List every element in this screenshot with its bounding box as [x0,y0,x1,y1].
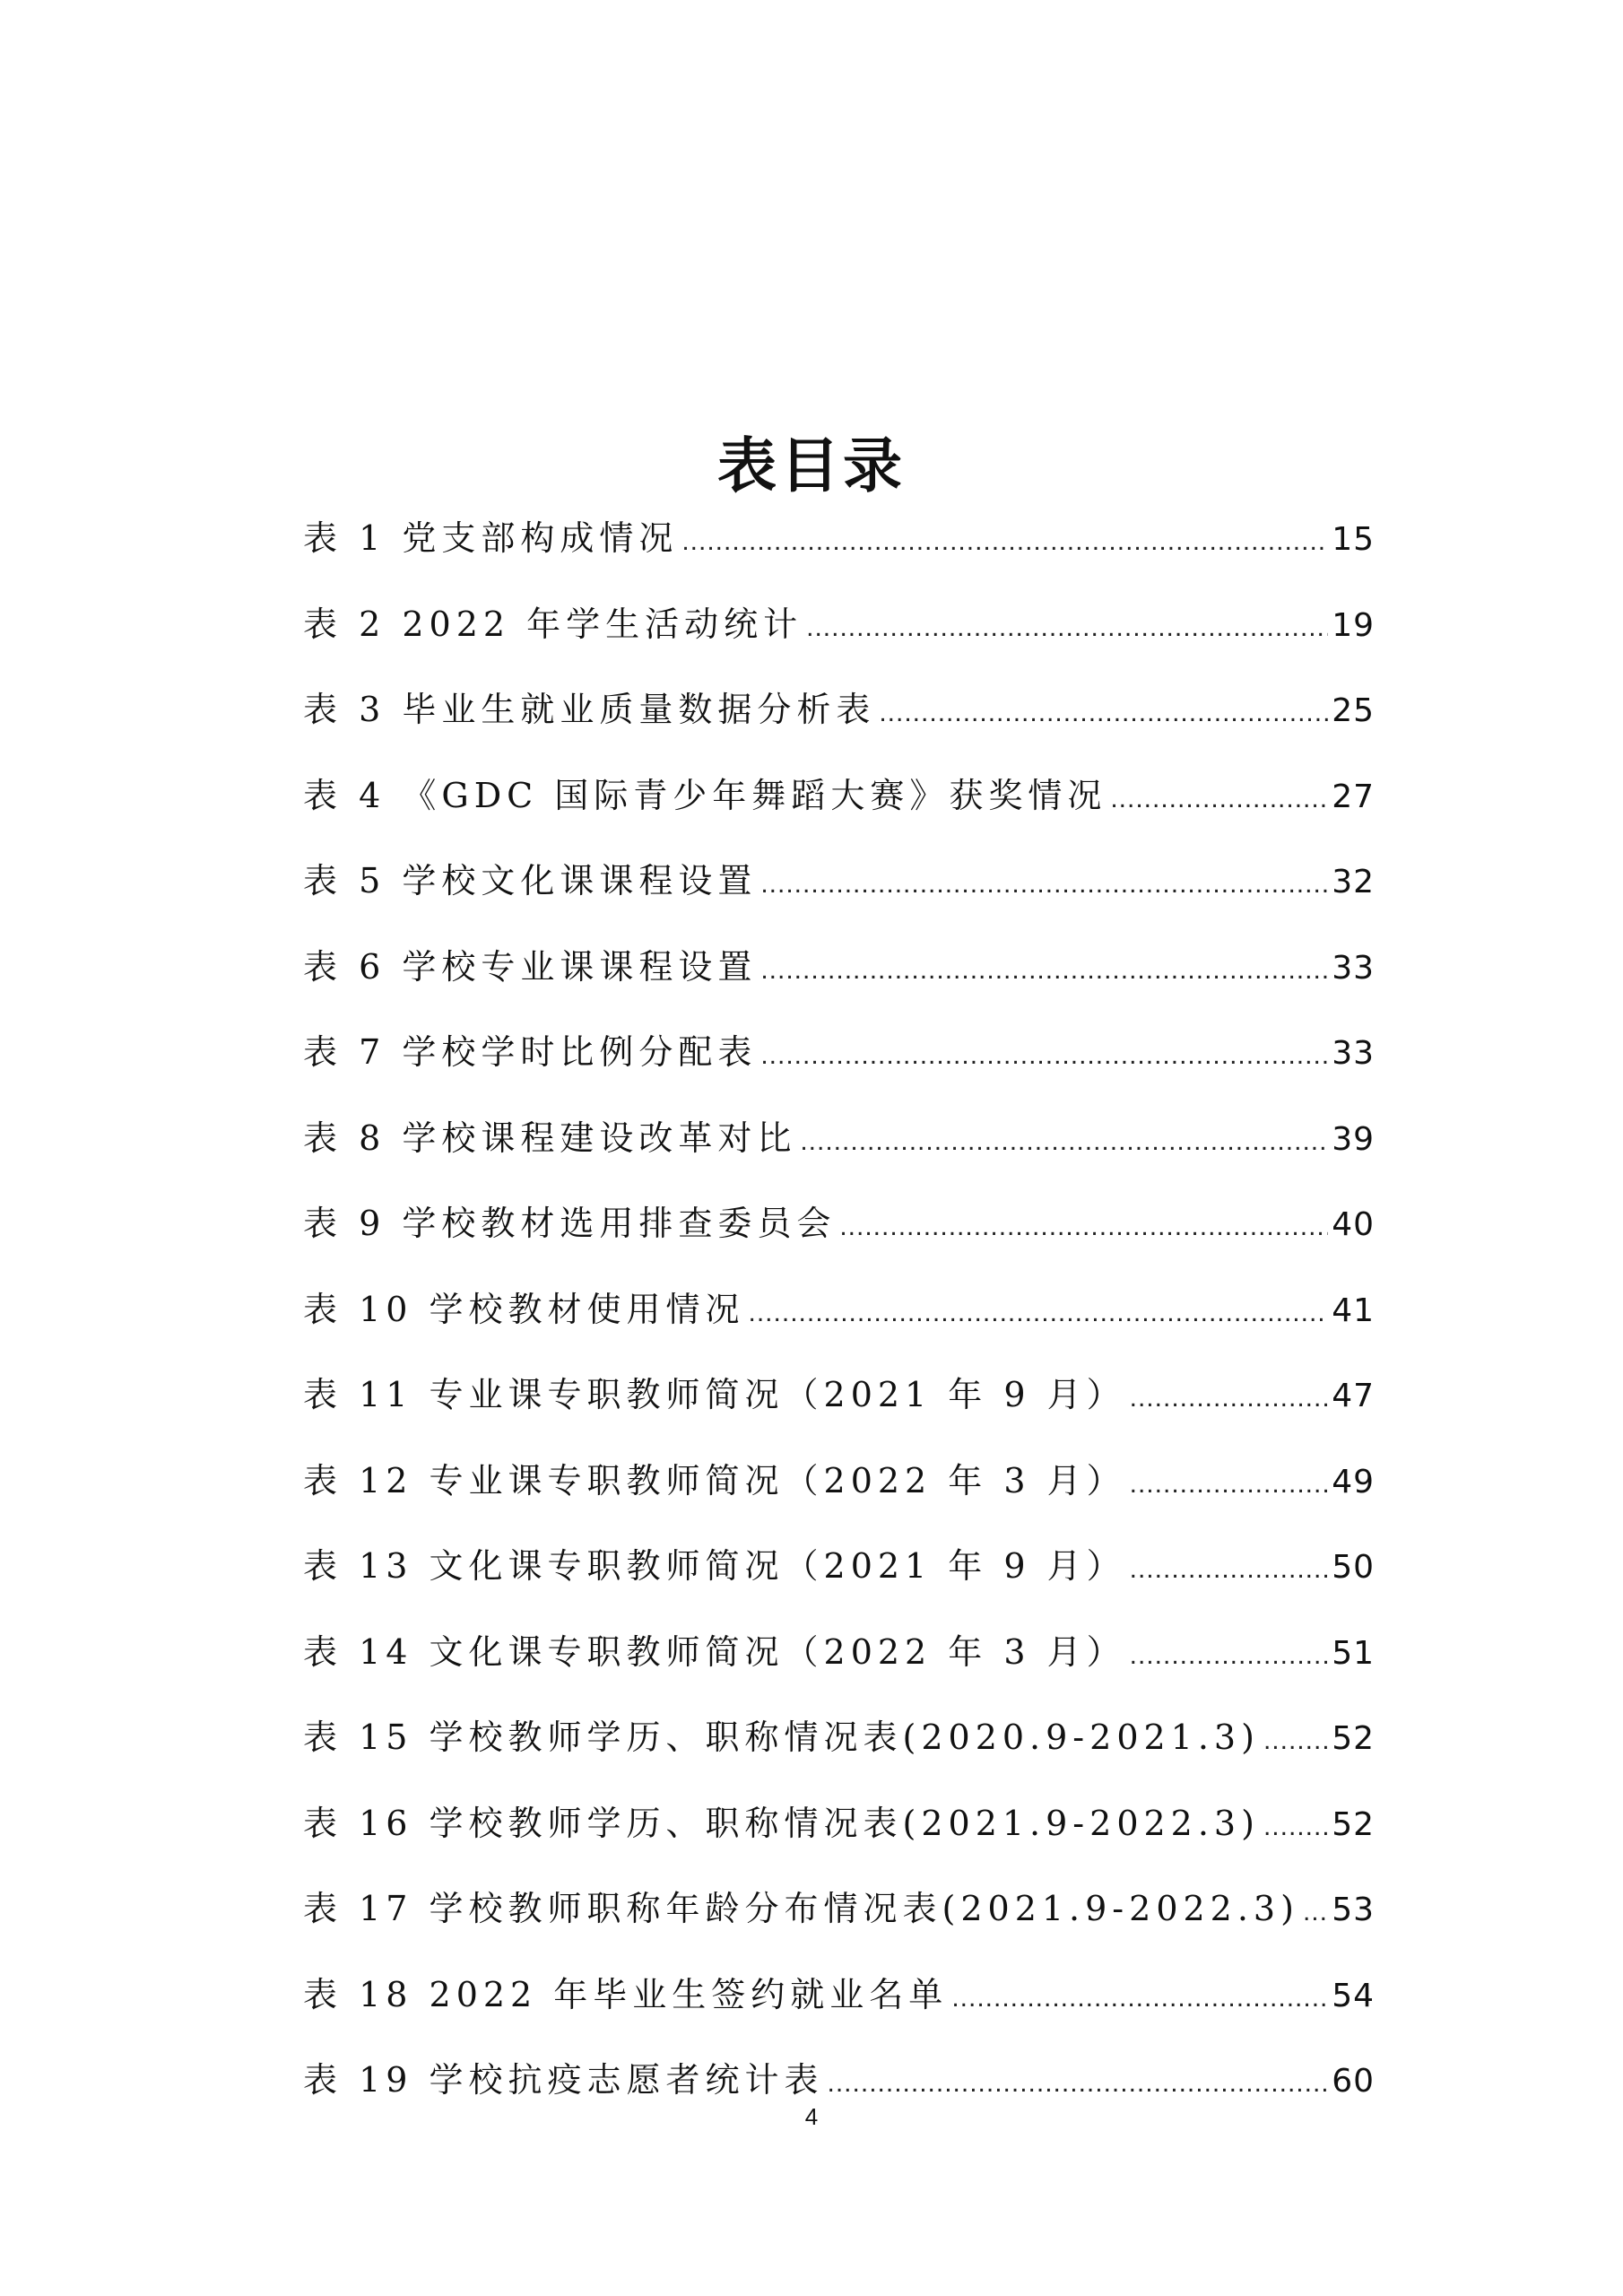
toc-entry-page: 33 [1332,949,1375,987]
toc-entry-page: 52 [1332,1720,1375,1757]
dot-leader [1263,1796,1328,1858]
toc-entry[interactable] [303,1535,1375,1621]
toc-entry-label: 表 12 专业课专职教师简况（2022 年 3 月） [303,1460,1126,1500]
dot-leader [681,510,1328,573]
toc-entry[interactable] [303,935,1375,1022]
page-number: 4 [804,2103,819,2130]
toc-entry[interactable] [303,1792,1375,1878]
toc-entry-label: 表 7 学校学时比例分配表 [303,1032,758,1072]
dot-leader [760,939,1328,1002]
toc-entry[interactable] [303,1621,1375,1707]
page-title: 表目录 [717,430,906,501]
toc-entry-page: 33 [1332,1035,1375,1072]
toc-entry-page: 41 [1332,1292,1375,1329]
toc-entry[interactable] [303,1192,1375,1278]
toc-entry-page: 52 [1332,1805,1375,1843]
toc-entry-page: 15 [1332,521,1375,558]
dot-leader [879,682,1328,744]
toc-entry-label: 表 6 学校专业课课程设置 [303,946,758,987]
toc-entry[interactable] [303,1877,1375,1963]
toc-entry-label: 表 10 学校教材使用情况 [303,1289,745,1329]
toc-entry-page: 51 [1332,1634,1375,1672]
toc-entry[interactable] [303,1706,1375,1792]
toc-entry-page: 27 [1332,778,1375,815]
dot-leader [951,1967,1328,2030]
toc-entry-page: 50 [1332,1549,1375,1586]
toc-entry-label: 表 16 学校教师学历、职称情况表(2021.9-2022.3) [303,1803,1260,1843]
toc-entry-page: 39 [1332,1120,1375,1158]
dot-leader [1263,1709,1328,1772]
dot-leader [1130,1453,1329,1516]
toc-entry-label: 表 4 《GDC 国际青少年舞蹈大赛》获奖情况 [303,775,1107,815]
dot-leader [749,1282,1329,1344]
toc-entry[interactable] [303,1021,1375,1107]
toc-entry-page: 32 [1332,864,1375,900]
toc-entry-label: 表 19 学校抗疫志愿者统计表 [303,2060,824,2100]
toc-entry-label: 表 8 学校课程建设改革对比 [303,1118,797,1158]
dot-leader [800,1110,1328,1173]
toc-entry-label: 表 15 学校教师学历、职称情况表(2020.9-2021.3) [303,1718,1260,1757]
dot-leader [1130,1624,1329,1687]
toc-entry-label: 表 3 毕业生就业质量数据分析表 [303,690,876,729]
toc-entry-page: 47 [1332,1378,1375,1414]
toc-entry-label: 表 11 专业课专职教师简况（2021 年 9 月） [303,1375,1126,1414]
toc-entry-page: 53 [1332,1892,1375,1928]
toc-entry-page: 25 [1332,692,1375,729]
dot-leader [1110,768,1328,831]
toc-entry-page: 40 [1332,1206,1375,1243]
dot-leader [1130,1538,1329,1601]
toc-entry-label: 表 13 文化课专职教师简况（2021 年 9 月） [303,1546,1126,1586]
toc-entry[interactable] [303,764,1375,850]
dot-leader [839,1196,1328,1258]
toc-entry-label: 表 17 学校教师职称年龄分布情况表(2021.9-2022.3) [303,1889,1299,1928]
dot-leader [760,1024,1328,1087]
dot-leader [806,596,1328,659]
toc-entry-label: 表 14 文化课专职教师简况（2022 年 3 月） [303,1631,1126,1672]
dot-leader [1303,1881,1328,1944]
dot-leader [760,853,1328,916]
toc-entry-label: 表 18 2022 年毕业生签约就业名单 [303,1974,949,2014]
table-of-contents [303,507,1375,2135]
toc-entry[interactable] [303,1107,1375,1193]
toc-entry[interactable] [303,1449,1375,1535]
toc-entry[interactable] [303,507,1375,593]
toc-entry-label: 表 1 党支部构成情况 [303,518,679,558]
toc-entry[interactable] [303,1278,1375,1364]
toc-entry-label: 表 9 学校教材选用排查委员会 [303,1204,837,1243]
toc-entry-label: 表 2 2022 年学生活动统计 [303,604,803,644]
toc-entry-page: 49 [1332,1463,1375,1500]
toc-entry[interactable] [303,678,1375,764]
toc-entry-page: 19 [1332,606,1375,644]
toc-entry[interactable] [303,593,1375,679]
toc-entry-page: 54 [1332,1977,1375,2014]
dot-leader [1130,1367,1329,1430]
toc-entry[interactable] [303,849,1375,935]
toc-entry[interactable] [303,1363,1375,1449]
toc-entry-label: 表 5 学校文化课课程设置 [303,861,758,900]
toc-entry-page: 60 [1332,2063,1375,2100]
toc-entry[interactable] [303,1963,1375,2049]
